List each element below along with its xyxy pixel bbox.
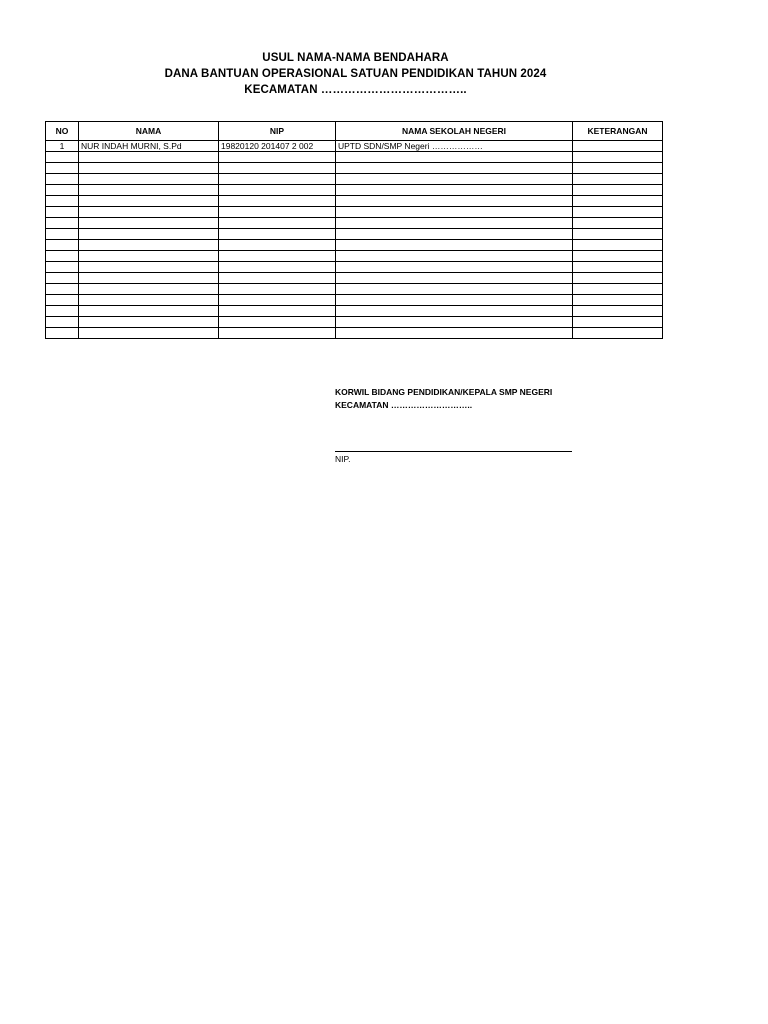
cell-keterangan bbox=[573, 207, 663, 218]
treasurer-table bbox=[45, 121, 663, 339]
cell-keterangan bbox=[573, 218, 663, 229]
cell-keterangan bbox=[573, 262, 663, 273]
cell-nip bbox=[219, 207, 336, 218]
cell-nip bbox=[219, 218, 336, 229]
cell-keterangan bbox=[573, 306, 663, 317]
cell-no bbox=[46, 196, 79, 207]
cell-school bbox=[336, 317, 573, 328]
cell-nama: NUR INDAH MURNI, S.Pd bbox=[79, 141, 219, 152]
cell-nama bbox=[79, 251, 219, 262]
cell-nama bbox=[79, 306, 219, 317]
table-row bbox=[46, 218, 663, 229]
table-row bbox=[46, 152, 663, 163]
cell-nama bbox=[79, 317, 219, 328]
cell-nama bbox=[79, 207, 219, 218]
cell-nama bbox=[79, 284, 219, 295]
cell-school bbox=[336, 273, 573, 284]
cell-nama bbox=[79, 174, 219, 185]
cell-keterangan bbox=[573, 229, 663, 240]
cell-no bbox=[46, 218, 79, 229]
cell-school bbox=[336, 251, 573, 262]
cell-keterangan bbox=[573, 273, 663, 284]
cell-no bbox=[46, 229, 79, 240]
table-body bbox=[46, 141, 663, 339]
cell-nip bbox=[219, 262, 336, 273]
cell-nip bbox=[219, 240, 336, 251]
cell-keterangan bbox=[573, 196, 663, 207]
cell-school bbox=[336, 218, 573, 229]
column-header-nama: NAMA bbox=[79, 122, 219, 141]
cell-nama bbox=[79, 185, 219, 196]
cell-keterangan bbox=[573, 240, 663, 251]
cell-school bbox=[336, 229, 573, 240]
cell-nip bbox=[219, 295, 336, 306]
cell-keterangan bbox=[573, 295, 663, 306]
cell-nip bbox=[219, 174, 336, 185]
signatory-title: KORWIL BIDANG PENDIDIKAN/KEPALA SMP NEGERI bbox=[335, 387, 553, 397]
title-line-1: USUL NAMA-NAMA BENDAHARA bbox=[262, 52, 449, 64]
cell-nip bbox=[219, 273, 336, 284]
cell-nip: 19820120 201407 2 002 bbox=[219, 141, 336, 152]
cell-nama bbox=[79, 218, 219, 229]
table-row bbox=[46, 306, 663, 317]
cell-school bbox=[336, 284, 573, 295]
cell-keterangan bbox=[573, 328, 663, 339]
cell-nama bbox=[79, 163, 219, 174]
cell-no bbox=[46, 306, 79, 317]
table-row bbox=[46, 229, 663, 240]
cell-school bbox=[336, 152, 573, 163]
cell-keterangan bbox=[573, 284, 663, 295]
column-header-no: NO bbox=[46, 122, 79, 141]
cell-nip bbox=[219, 229, 336, 240]
cell-no bbox=[46, 174, 79, 185]
cell-nip bbox=[219, 306, 336, 317]
cell-nip bbox=[219, 284, 336, 295]
cell-keterangan bbox=[573, 317, 663, 328]
cell-school bbox=[336, 295, 573, 306]
column-header-school: NAMA SEKOLAH NEGERI bbox=[336, 122, 573, 141]
cell-nama bbox=[79, 262, 219, 273]
table-row bbox=[46, 163, 663, 174]
table-row bbox=[46, 328, 663, 339]
cell-nama bbox=[79, 273, 219, 284]
cell-no bbox=[46, 251, 79, 262]
cell-school bbox=[336, 207, 573, 218]
cell-keterangan bbox=[573, 174, 663, 185]
cell-nama bbox=[79, 229, 219, 240]
cell-keterangan bbox=[573, 163, 663, 174]
table-row bbox=[46, 273, 663, 284]
cell-nip bbox=[219, 196, 336, 207]
table-row bbox=[46, 174, 663, 185]
cell-school bbox=[336, 328, 573, 339]
cell-keterangan bbox=[573, 251, 663, 262]
table-row bbox=[46, 240, 663, 251]
title-line-2: DANA BANTUAN OPERASIONAL SATUAN PENDIDIKAN TAHUN 2024 bbox=[164, 68, 547, 80]
cell-no bbox=[46, 273, 79, 284]
table-row bbox=[46, 284, 663, 295]
cell-nama bbox=[79, 295, 219, 306]
cell-keterangan bbox=[573, 185, 663, 196]
table-row bbox=[46, 262, 663, 273]
table-row bbox=[46, 141, 663, 152]
signature-line bbox=[335, 451, 572, 452]
signatory-district: KECAMATAN ……………………….. bbox=[335, 400, 473, 410]
cell-school bbox=[336, 196, 573, 207]
cell-school bbox=[336, 262, 573, 273]
cell-no bbox=[46, 317, 79, 328]
column-header-keterangan: KETERANGAN bbox=[573, 122, 663, 141]
document-title bbox=[0, 50, 711, 98]
cell-nip bbox=[219, 185, 336, 196]
cell-no bbox=[46, 295, 79, 306]
column-header-nip: NIP bbox=[219, 122, 336, 141]
cell-nip bbox=[219, 251, 336, 262]
cell-no bbox=[46, 240, 79, 251]
signatory-nip-label: NIP. bbox=[335, 454, 351, 464]
cell-nip bbox=[219, 317, 336, 328]
cell-no bbox=[46, 163, 79, 174]
table-row bbox=[46, 317, 663, 328]
cell-school bbox=[336, 306, 573, 317]
cell-school bbox=[336, 174, 573, 185]
signature-block bbox=[335, 386, 572, 464]
cell-no bbox=[46, 284, 79, 295]
cell-school: UPTD SDN/SMP Negeri ……………… bbox=[336, 141, 573, 152]
cell-no bbox=[46, 152, 79, 163]
cell-nip bbox=[219, 328, 336, 339]
cell-keterangan bbox=[573, 152, 663, 163]
cell-school bbox=[336, 163, 573, 174]
cell-nama bbox=[79, 152, 219, 163]
cell-nip bbox=[219, 163, 336, 174]
cell-no: 1 bbox=[46, 141, 79, 152]
table-row bbox=[46, 196, 663, 207]
table-header-row bbox=[46, 122, 663, 141]
title-line-3: KECAMATAN ……………………………….. bbox=[244, 84, 467, 96]
table-row bbox=[46, 295, 663, 306]
cell-nama bbox=[79, 240, 219, 251]
cell-nama bbox=[79, 196, 219, 207]
cell-nama bbox=[79, 328, 219, 339]
cell-no bbox=[46, 207, 79, 218]
cell-keterangan bbox=[573, 141, 663, 152]
table-row bbox=[46, 207, 663, 218]
cell-no bbox=[46, 262, 79, 273]
cell-school bbox=[336, 185, 573, 196]
cell-no bbox=[46, 185, 79, 196]
cell-school bbox=[336, 240, 573, 251]
cell-no bbox=[46, 328, 79, 339]
table-row bbox=[46, 185, 663, 196]
cell-nip bbox=[219, 152, 336, 163]
table-row bbox=[46, 251, 663, 262]
